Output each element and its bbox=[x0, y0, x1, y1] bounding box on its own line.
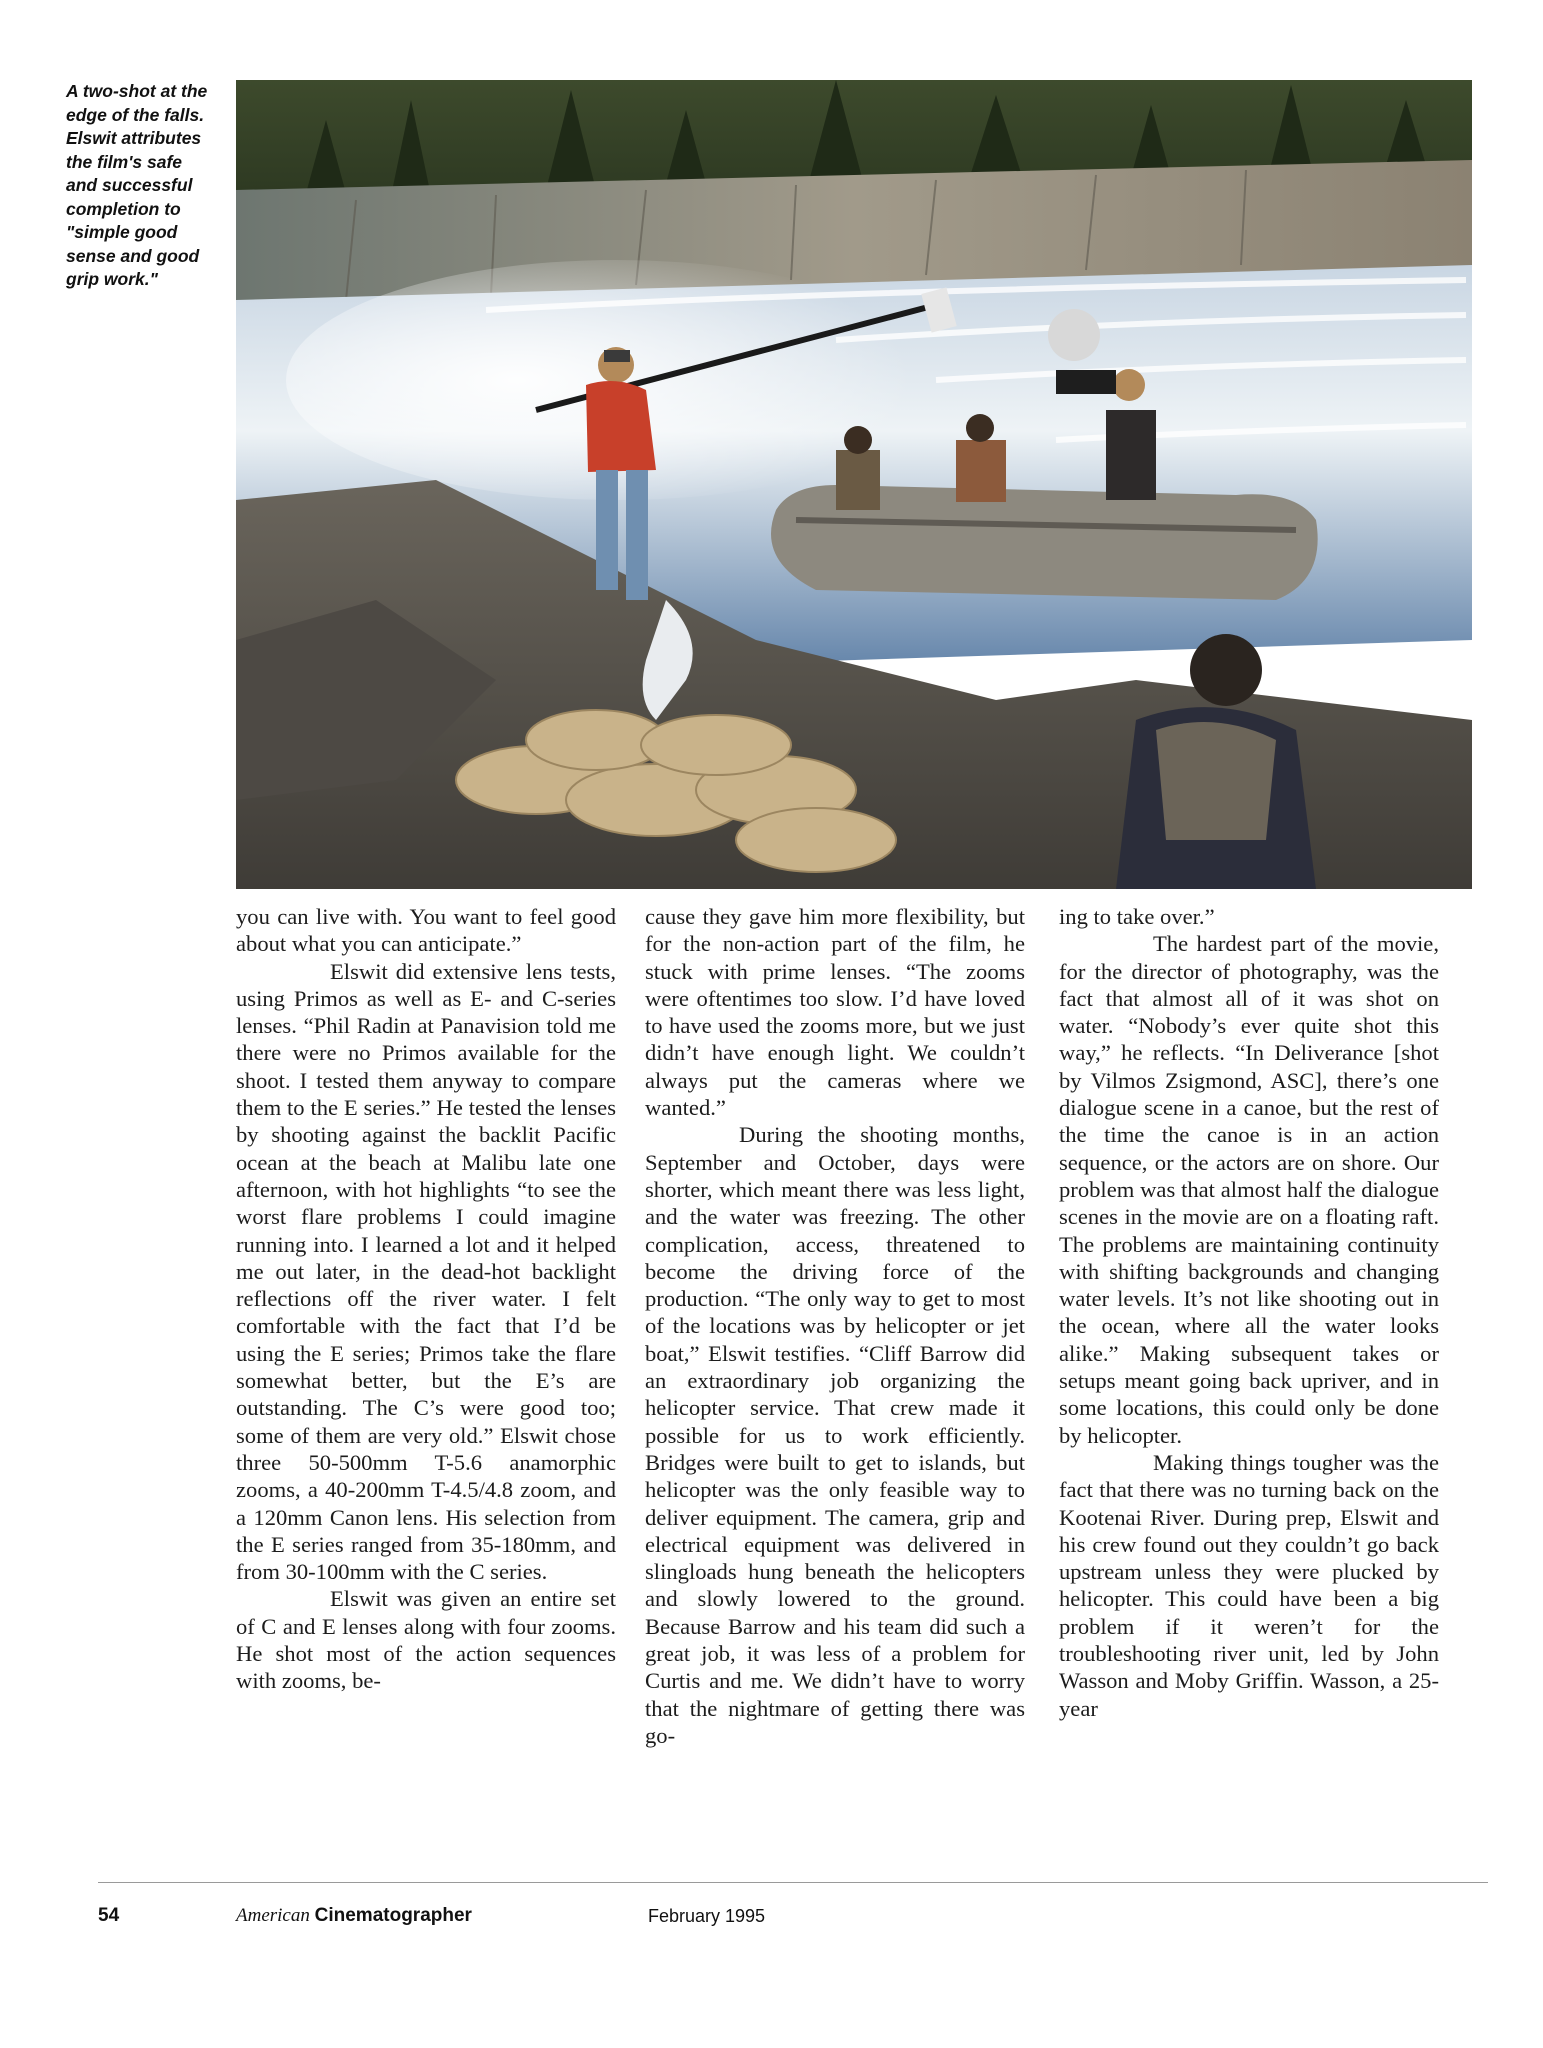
article-column-1 bbox=[236, 903, 616, 1695]
crouching-crew bbox=[1116, 634, 1316, 889]
column-3-paragraph: The hardest part of the movie, for the director of photography, was the fact that almost all of it was shot on water. “Nobody’s ever quite shot this way,” he reflects. “In Deliverance [shot by Vilmos Zsigmond, ASC], there’s one dialogue scene in a canoe, but the rest of the time the canoe is in an action sequence, or the actors are on shore. Our problem was that almost half the dialogue scenes in the movie are on a floating raft. The problems are maintaining continuity with shifting backgrounds and changing water levels. It’s not like shooting out in the ocean, where all the water looks alike.” Making subsequent takes or setups meant going back upriver, and in some locations, this could only be done by helicopter. bbox=[1059, 931, 1439, 1448]
issue-date: February 1995 bbox=[648, 1906, 766, 1926]
article-column-2 bbox=[645, 903, 1025, 1749]
magazine-name-second: Cinematographer bbox=[314, 1905, 472, 1926]
column-2-paragraph: During the shooting months, September and October, days were shorter, which meant there was less light, and the water was freezing. The other complication, access, threatened to become the driving force of the production. “The only way to get to most of the locations was by helicopter or jet boat,” Elswit testifies. “Cliff Barrow did an extraordinary job organizing the helicopter service. That crew made it possible for us to work efficiently. Bridges were built to get to islands, but helicopter was the only feasible way to deliver equipment. The camera, grip and electrical equipment was delivered in slingloads hung beneath the helicopters and slowly lowered to the ground. Because Barrow and his team did such a great job, it was less of a problem for Curtis and me. We didn’t have to worry that the nightmare of getting there was go- bbox=[645, 1122, 1025, 1748]
column-3-paragraph: ing to take over.” bbox=[1059, 904, 1215, 929]
column-1-paragraph: Elswit did extensive lens tests, using Primos as well as E- and C-series lenses. “Phil Radin at Panavision told me there were no Primos available for the shoot. I tested them anyway to compare them to the E series.” He tested the lenses by shooting against the backlit Pacific ocean at the beach at Malibu late one afternoon, with hot highlights “to see the worst flare problems I could imagine running into. I learned a lot and it helped me out later, in the dead-hot backlight reflections off the river water. I felt comfortable with the fact that I’d be using the E series; Primos take the flare somewhat better, but the E’s are outstanding. The C’s were good too; some of them are very old.” Elswit chose three 50-500mm T-5.6 anamorphic zooms, a 40-200mm T-4.5/4.8 zoom, and a 120mm Canon lens. His selection from the E series ranged from 35-180mm, and from 30-100mm with the C series. bbox=[236, 958, 616, 1585]
column-2-paragraph: cause they gave him more flexibility, but for the non-action part of the film, he stuck with prime lenses. “The zooms were oftentimes too slow. I’d have loved to have used the zooms more, but we just didn’t have enough light. We couldn’t always put the cameras where we wanted.” bbox=[645, 904, 1025, 1121]
page-number: 54 bbox=[98, 1905, 120, 1926]
magazine-name-first: American bbox=[236, 1905, 310, 1926]
magazine-name bbox=[236, 1904, 472, 1928]
footer-divider bbox=[98, 1882, 1488, 1883]
column-1-paragraph: you can live with. You want to feel good about what you can anticipate.” bbox=[236, 904, 616, 957]
article-column-3 bbox=[1059, 903, 1439, 1722]
column-1-paragraph: Elswit was given an entire set of C and E lenses along with four zooms. He shot most of the action sequences with zooms, be- bbox=[236, 1586, 616, 1694]
river-photo bbox=[236, 80, 1472, 889]
photo-caption: A two-shot at the edge of the falls. Elswit attributes the film's safe and successful completion to "simple good sense and good grip work." bbox=[66, 81, 208, 289]
river-photo-illustration bbox=[236, 80, 1472, 889]
column-3-paragraph: Making things tougher was the fact that there was no turning back on the Kootenai River. During prep, Elswit and his crew found out they couldn’t go back upstream unless they were plucked by helicopter. This could have been a big problem if it weren’t for the troubleshooting river unit, led by John Wasson and Moby Griffin. Wasson, a 25-year bbox=[1059, 1449, 1439, 1721]
